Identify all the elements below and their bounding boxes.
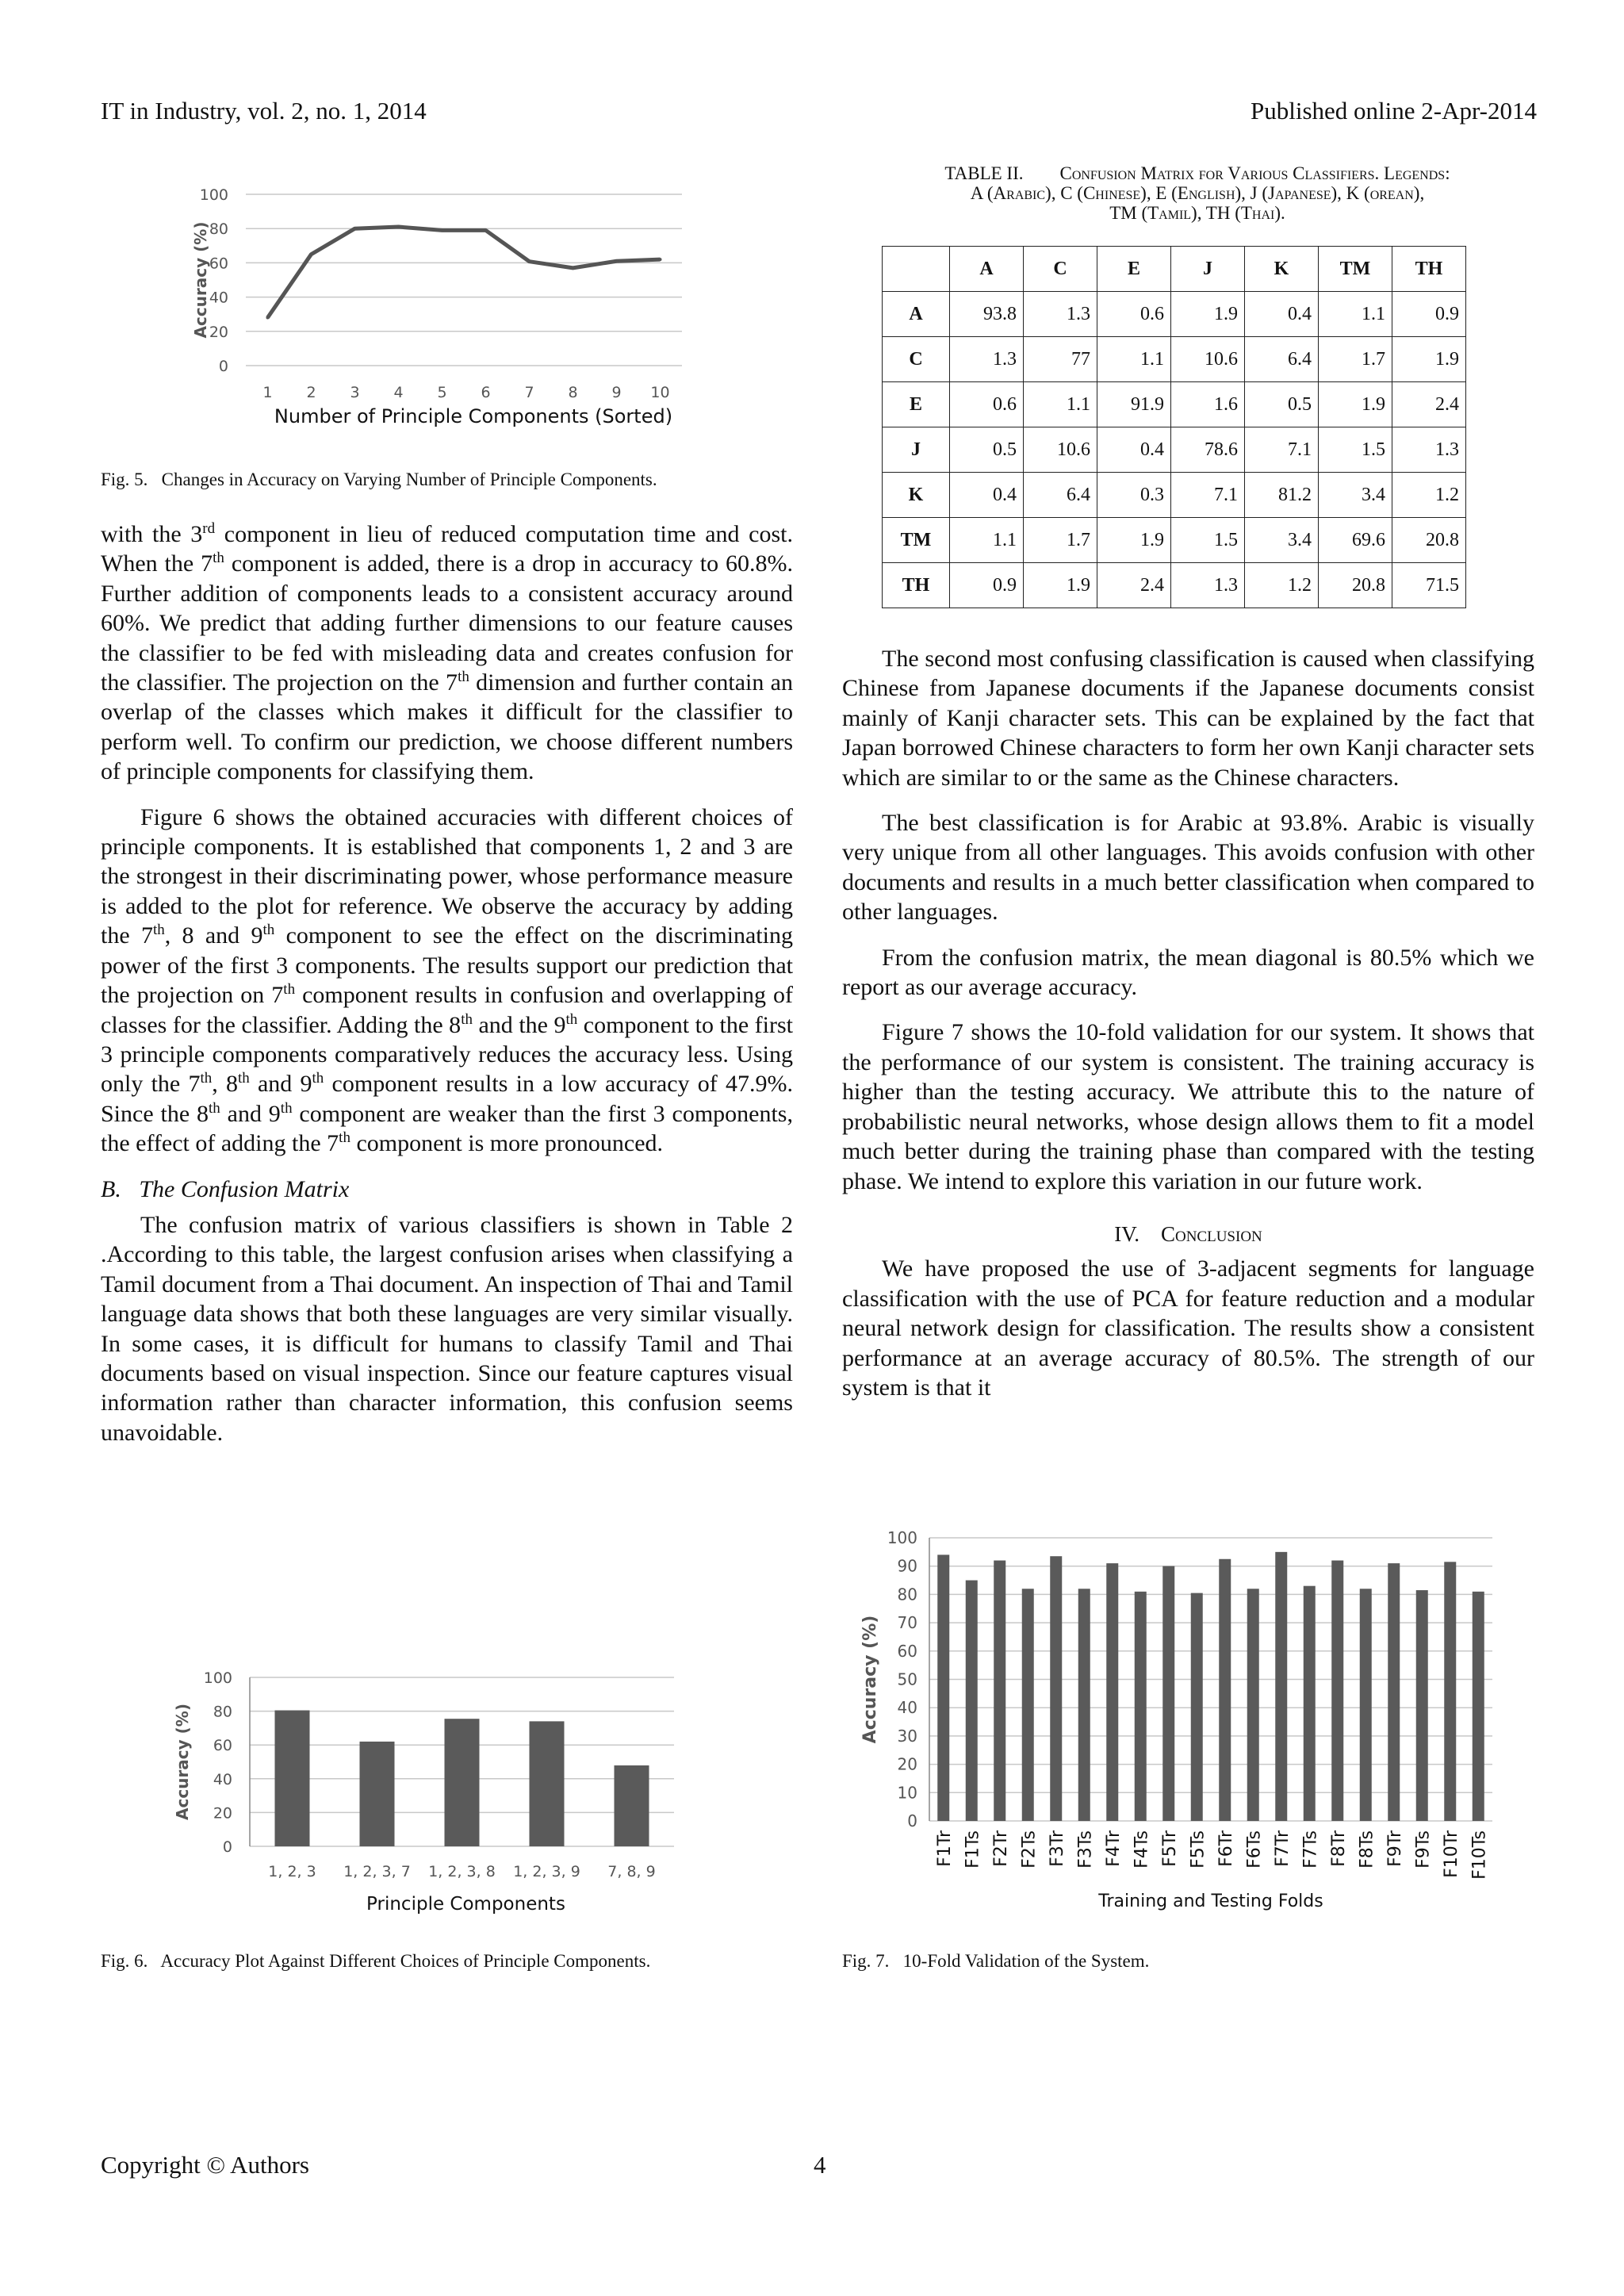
bar	[615, 1765, 649, 1846]
x-tick-label: F6Ts	[1244, 1830, 1265, 1869]
data-point	[266, 316, 270, 320]
corner-cell	[883, 247, 950, 292]
fig5-caption: Fig. 5. Changes in Accuracy on Varying Number of Principle Components.	[101, 470, 657, 489]
table-cell: 0.6	[1097, 292, 1171, 337]
bar	[530, 1721, 565, 1846]
table-cell: 1.7	[1319, 337, 1392, 382]
section-heading: IV. Conclusion	[1114, 1221, 1262, 1246]
bar	[1247, 1589, 1259, 1821]
row-header: C	[883, 337, 950, 382]
y-tick-label: 20	[209, 323, 228, 341]
paragraph: Figure 6 shows the obtained accuracies with different choices of principle components. It is established that components 1, 2 and 3 are the strongest in their discriminating power, whose performance measure is added to the plot for reference. We observe the accuracy by adding the 7th, 8 and 9th component to see the effect on the discriminating power of the first 3 components. The results support our prediction that the projection on 7th component results in confusion and overlapping of classes for the classifier. Adding the 8th and the 9th component to the first 3 principle components comparatively reduces the accuracy less. Using only the 7th, 8th and 9th component results in a low accuracy of 47.9%. Since the 8th and 9th component are weaker than the first 3 components, the effect of adding the 7th component is more pronounced.	[101, 803, 793, 1157]
data-point	[397, 225, 400, 228]
table-cell: 71.5	[1392, 563, 1466, 608]
x-axis-label: Principle Components	[366, 1894, 565, 1915]
x-tick-label: 4	[393, 384, 404, 401]
table-cell: 1.1	[1319, 292, 1392, 337]
paragraph: Figure 7 shows the 10-fold validation for our system. It shows that the performance of our system is consistent. The training accuracy is higher than the testing accuracy. We attribute this to the nature of probabilistic neural networks, whose design allows them to fit a model much better during the training phase than compared with the testing phase. We intend to explore this variation in our future work.	[842, 1019, 1534, 1194]
data-point	[441, 228, 444, 232]
table-row	[883, 518, 1466, 563]
table-header-row	[883, 247, 1466, 292]
table-cell: 1.3	[1392, 427, 1466, 473]
bar	[994, 1561, 1005, 1821]
x-tick-label: F10Tr	[1441, 1830, 1461, 1878]
paragraph: The second most confusing classification is caused when classifying Chinese from Japanese documents if the Japanese documents consist mainly of Kanji character sets. This can be explained by the fact that Japan borrowed Chinese characters to form her own Kanji character sets which are similar to or the same as the Chinese characters.	[842, 646, 1534, 791]
x-tick-label: 5	[437, 384, 447, 401]
column-header: E	[1097, 247, 1171, 292]
x-tick-label: 1, 2, 3	[268, 1863, 316, 1880]
table-cell: 1.3	[1024, 292, 1097, 337]
column-header: TH	[1392, 247, 1466, 292]
table-cell: 7.1	[1171, 473, 1245, 518]
x-tick-label: F3Tr	[1047, 1830, 1067, 1867]
table-row	[883, 427, 1466, 473]
y-tick-label: 70	[897, 1613, 917, 1633]
x-tick-label: F2Ts	[1019, 1830, 1040, 1869]
x-tick-label: F7Ts	[1300, 1830, 1321, 1869]
table-cell: 0.9	[950, 563, 1024, 608]
right-column-text	[842, 644, 1534, 1402]
table-cell: 1.1	[1097, 337, 1171, 382]
x-tick-label: F9Tr	[1385, 1830, 1405, 1867]
table-cell: 77	[1024, 337, 1097, 382]
x-tick-label: F2Tr	[990, 1830, 1011, 1867]
bar	[1191, 1593, 1203, 1821]
table-cell: 78.6	[1171, 427, 1245, 473]
page-number: 4	[814, 2151, 826, 2179]
x-axis-label: Number of Principle Components (Sorted)	[274, 405, 673, 427]
table-cell: 20.8	[1392, 518, 1466, 563]
table-cell: 0.5	[950, 427, 1024, 473]
y-tick-label: 20	[213, 1804, 232, 1823]
x-tick-label: F5Tr	[1159, 1830, 1180, 1867]
data-point	[659, 258, 662, 261]
y-tick-label: 40	[213, 1770, 232, 1788]
x-tick-label: F9Ts	[1413, 1830, 1434, 1869]
bar	[1078, 1589, 1090, 1821]
x-tick-label: 2	[306, 384, 316, 401]
fig7-chart	[858, 1515, 1508, 1911]
row-header: A	[883, 292, 950, 337]
table-label: TABLE II.	[944, 163, 1024, 183]
y-tick-label: 10	[897, 1783, 917, 1803]
fig5-chart	[182, 181, 698, 447]
x-tick-label: F3Ts	[1075, 1830, 1096, 1869]
paragraph: The confusion matrix of various classifiers is shown in Table 2 .According to this table, the largest confusion arises when classifying a Tamil document from a Thai document. An inspection of Thai and Tamil language data shows that both these languages are very similar visually. In some cases, it is difficult for humans to classify Tamil and Thai documents based on visual inspection. Since our feature captures visual information rather than character information, this confusion seems unavoidable.	[101, 1211, 793, 1446]
column-header: K	[1245, 247, 1319, 292]
table-cell: 10.6	[1171, 337, 1245, 382]
bar	[1388, 1563, 1400, 1821]
table-cell: 81.2	[1245, 473, 1319, 518]
fig6-chart	[170, 1662, 702, 1927]
y-tick-label: 80	[213, 1703, 232, 1721]
table-cell: 1.9	[1392, 337, 1466, 382]
y-tick-label: 80	[209, 220, 228, 239]
table-row	[883, 382, 1466, 427]
bar	[445, 1719, 480, 1846]
confusion-matrix-table	[882, 246, 1466, 608]
column-header: C	[1024, 247, 1097, 292]
data-point	[310, 253, 313, 256]
table-cell: 1.2	[1392, 473, 1466, 518]
x-tick-label: F8Ts	[1357, 1830, 1377, 1869]
x-tick-label: 6	[481, 384, 491, 401]
x-tick-label: F5Ts	[1188, 1830, 1208, 1869]
bar	[1304, 1586, 1316, 1821]
series-line	[268, 227, 661, 317]
x-tick-label: 1, 2, 3, 8	[428, 1863, 496, 1880]
paragraph: with the 3rd component in lieu of reduced computation time and cost. When the 7th component is added, there is a drop in accuracy to 60.8%. Further addition of components leads to a consistent accuracy around 60%. We predict that adding further dimensions to our feature causes the classifier to be fed with misleading data and creates confusion for the classifier. The projection on the 7th dimension and further contain an overlap of the classes which makes it difficult for the classifier to perform well. To confirm our prediction, we choose different numbers of principle components for classifying them.	[101, 520, 793, 785]
bar	[1360, 1589, 1372, 1821]
table-cell: 1.1	[1024, 382, 1097, 427]
y-axis-label: Accuracy (%)	[173, 1704, 192, 1820]
table-cell: 3.4	[1245, 518, 1319, 563]
x-tick-label: F7Tr	[1272, 1830, 1293, 1867]
x-tick-label: 10	[650, 384, 670, 401]
table-cell: 1.1	[950, 518, 1024, 563]
y-tick-label: 60	[209, 255, 228, 273]
row-header: K	[883, 473, 950, 518]
row-header: J	[883, 427, 950, 473]
bar	[1106, 1563, 1118, 1821]
row-header: TH	[883, 563, 950, 608]
table-row	[883, 337, 1466, 382]
x-tick-label: 1, 2, 3, 7	[343, 1863, 411, 1880]
y-tick-label: 50	[897, 1669, 917, 1689]
table-cell: 1.6	[1171, 382, 1245, 427]
table-cell: 1.5	[1171, 518, 1245, 563]
subsection-heading: B. The Confusion Matrix	[101, 1175, 350, 1202]
bar	[937, 1554, 949, 1821]
bar	[1473, 1592, 1484, 1821]
paragraph: We have proposed the use of 3-adjacent segments for language classification with the use of PCA for feature reduction and a modular neural network design for classification. The results show a consistent performance at an average accuracy of 80.5%. The strength of our system is that it	[842, 1255, 1534, 1401]
x-tick-label: 7	[524, 384, 534, 401]
table-cell: 0.5	[1245, 382, 1319, 427]
y-tick-label: 100	[887, 1528, 917, 1547]
table-cell: 1.3	[950, 337, 1024, 382]
bar	[1162, 1566, 1174, 1821]
table-cell: 7.1	[1245, 427, 1319, 473]
y-tick-label: 100	[203, 1669, 232, 1687]
table-cell: 1.7	[1024, 518, 1097, 563]
row-header: E	[883, 382, 950, 427]
x-tick-label: 7, 8, 9	[607, 1863, 656, 1880]
x-axis-label: Training and Testing Folds	[1098, 1892, 1323, 1911]
table-cell: 91.9	[1097, 382, 1171, 427]
bar	[1219, 1559, 1231, 1821]
paragraph: The best classification is for Arabic at 93.8%. Arabic is visually very unique from all other languages. This avoids confusion with other documents and results in a much better classification when compared to other languages.	[842, 810, 1534, 926]
data-point	[572, 266, 575, 270]
table-cell: 0.9	[1392, 292, 1466, 337]
table-cell: 20.8	[1319, 563, 1392, 608]
x-tick-label: 9	[611, 384, 622, 401]
y-tick-label: 0	[218, 358, 228, 375]
y-tick-label: 30	[897, 1726, 917, 1746]
y-tick-label: 0	[222, 1838, 232, 1856]
table-cell: 0.6	[950, 382, 1024, 427]
table-cell: 69.6	[1319, 518, 1392, 563]
table-cell: 1.9	[1171, 292, 1245, 337]
y-tick-label: 60	[897, 1641, 917, 1661]
table-row	[883, 292, 1466, 337]
table-cell: 10.6	[1024, 427, 1097, 473]
y-tick-label: 40	[897, 1698, 917, 1718]
table-cell: 1.9	[1097, 518, 1171, 563]
y-axis-label: Accuracy (%)	[860, 1615, 880, 1744]
bar	[1275, 1552, 1287, 1821]
data-point	[485, 228, 488, 232]
table-cell: 93.8	[950, 292, 1024, 337]
bar	[966, 1581, 978, 1821]
y-tick-label: 40	[209, 289, 228, 307]
table-cell: 1.2	[1245, 563, 1319, 608]
x-tick-label: 1, 2, 3, 9	[513, 1863, 580, 1880]
y-tick-label: 90	[897, 1556, 917, 1576]
table-cell: 1.3	[1171, 563, 1245, 608]
fig6-caption: Fig. 6. Accuracy Plot Against Different Choices of Principle Components.	[101, 1951, 651, 1971]
bar	[1135, 1592, 1147, 1821]
column-header: J	[1171, 247, 1245, 292]
y-tick-label: 0	[907, 1811, 917, 1830]
table-row	[883, 473, 1466, 518]
x-tick-label: F10Ts	[1469, 1830, 1490, 1880]
table-cell: 2.4	[1392, 382, 1466, 427]
data-point	[615, 259, 619, 263]
bar	[1416, 1590, 1428, 1821]
copyright: Copyright © Authors	[101, 2151, 309, 2179]
x-tick-label: F8Tr	[1328, 1830, 1349, 1867]
y-tick-label: 20	[897, 1754, 917, 1774]
x-tick-label: 1	[262, 384, 273, 401]
x-tick-label: F4Ts	[1132, 1830, 1152, 1869]
x-tick-label: 3	[350, 384, 360, 401]
table-caption: TABLE II. Confusion Matrix for Various Classifiers. Legends: A (Arabic), C (Chinese), E (English), J (Japanese), K (orean), TM (Tamil), TH (Thai).	[944, 163, 1450, 223]
journal-header: IT in Industry, vol. 2, no. 1, 2014	[101, 97, 427, 125]
table-cell: 2.4	[1097, 563, 1171, 608]
table-cell: 0.4	[1097, 427, 1171, 473]
table-cell: 6.4	[1245, 337, 1319, 382]
x-tick-label: 8	[568, 384, 578, 401]
y-tick-label: 60	[213, 1737, 232, 1755]
bar	[1444, 1562, 1456, 1821]
table-cell: 0.4	[1245, 292, 1319, 337]
left-column-text	[101, 519, 793, 1447]
bar	[275, 1711, 310, 1846]
row-header: TM	[883, 518, 950, 563]
table-cell: 1.5	[1319, 427, 1392, 473]
x-tick-label: F1Ts	[963, 1830, 983, 1869]
y-tick-label: 100	[199, 186, 228, 204]
bar	[1050, 1556, 1062, 1821]
fig7-caption: Fig. 7. 10-Fold Validation of the System.	[842, 1951, 1150, 1971]
column-header: TM	[1319, 247, 1392, 292]
table-cell: 6.4	[1024, 473, 1097, 518]
data-point	[528, 260, 531, 263]
data-point	[354, 227, 357, 230]
table-cell: 3.4	[1319, 473, 1392, 518]
table-cell: 0.4	[950, 473, 1024, 518]
bar	[1022, 1589, 1034, 1821]
paragraph: From the confusion matrix, the mean diagonal is 80.5% which we report as our average accuracy.	[842, 944, 1534, 1001]
bar	[1331, 1561, 1343, 1821]
table-cell: 1.9	[1319, 382, 1392, 427]
table-row	[883, 563, 1466, 608]
x-tick-label: F6Tr	[1216, 1830, 1236, 1867]
table-cell: 0.3	[1097, 473, 1171, 518]
y-tick-label: 80	[897, 1585, 917, 1604]
column-header: A	[950, 247, 1024, 292]
bar	[360, 1742, 395, 1846]
published-date: Published online 2-Apr-2014	[1250, 97, 1537, 125]
y-axis-label: Accuracy (%)	[191, 221, 210, 339]
table-cell: 1.9	[1024, 563, 1097, 608]
x-tick-label: F4Tr	[1103, 1830, 1124, 1867]
x-tick-label: F1Tr	[934, 1830, 955, 1867]
